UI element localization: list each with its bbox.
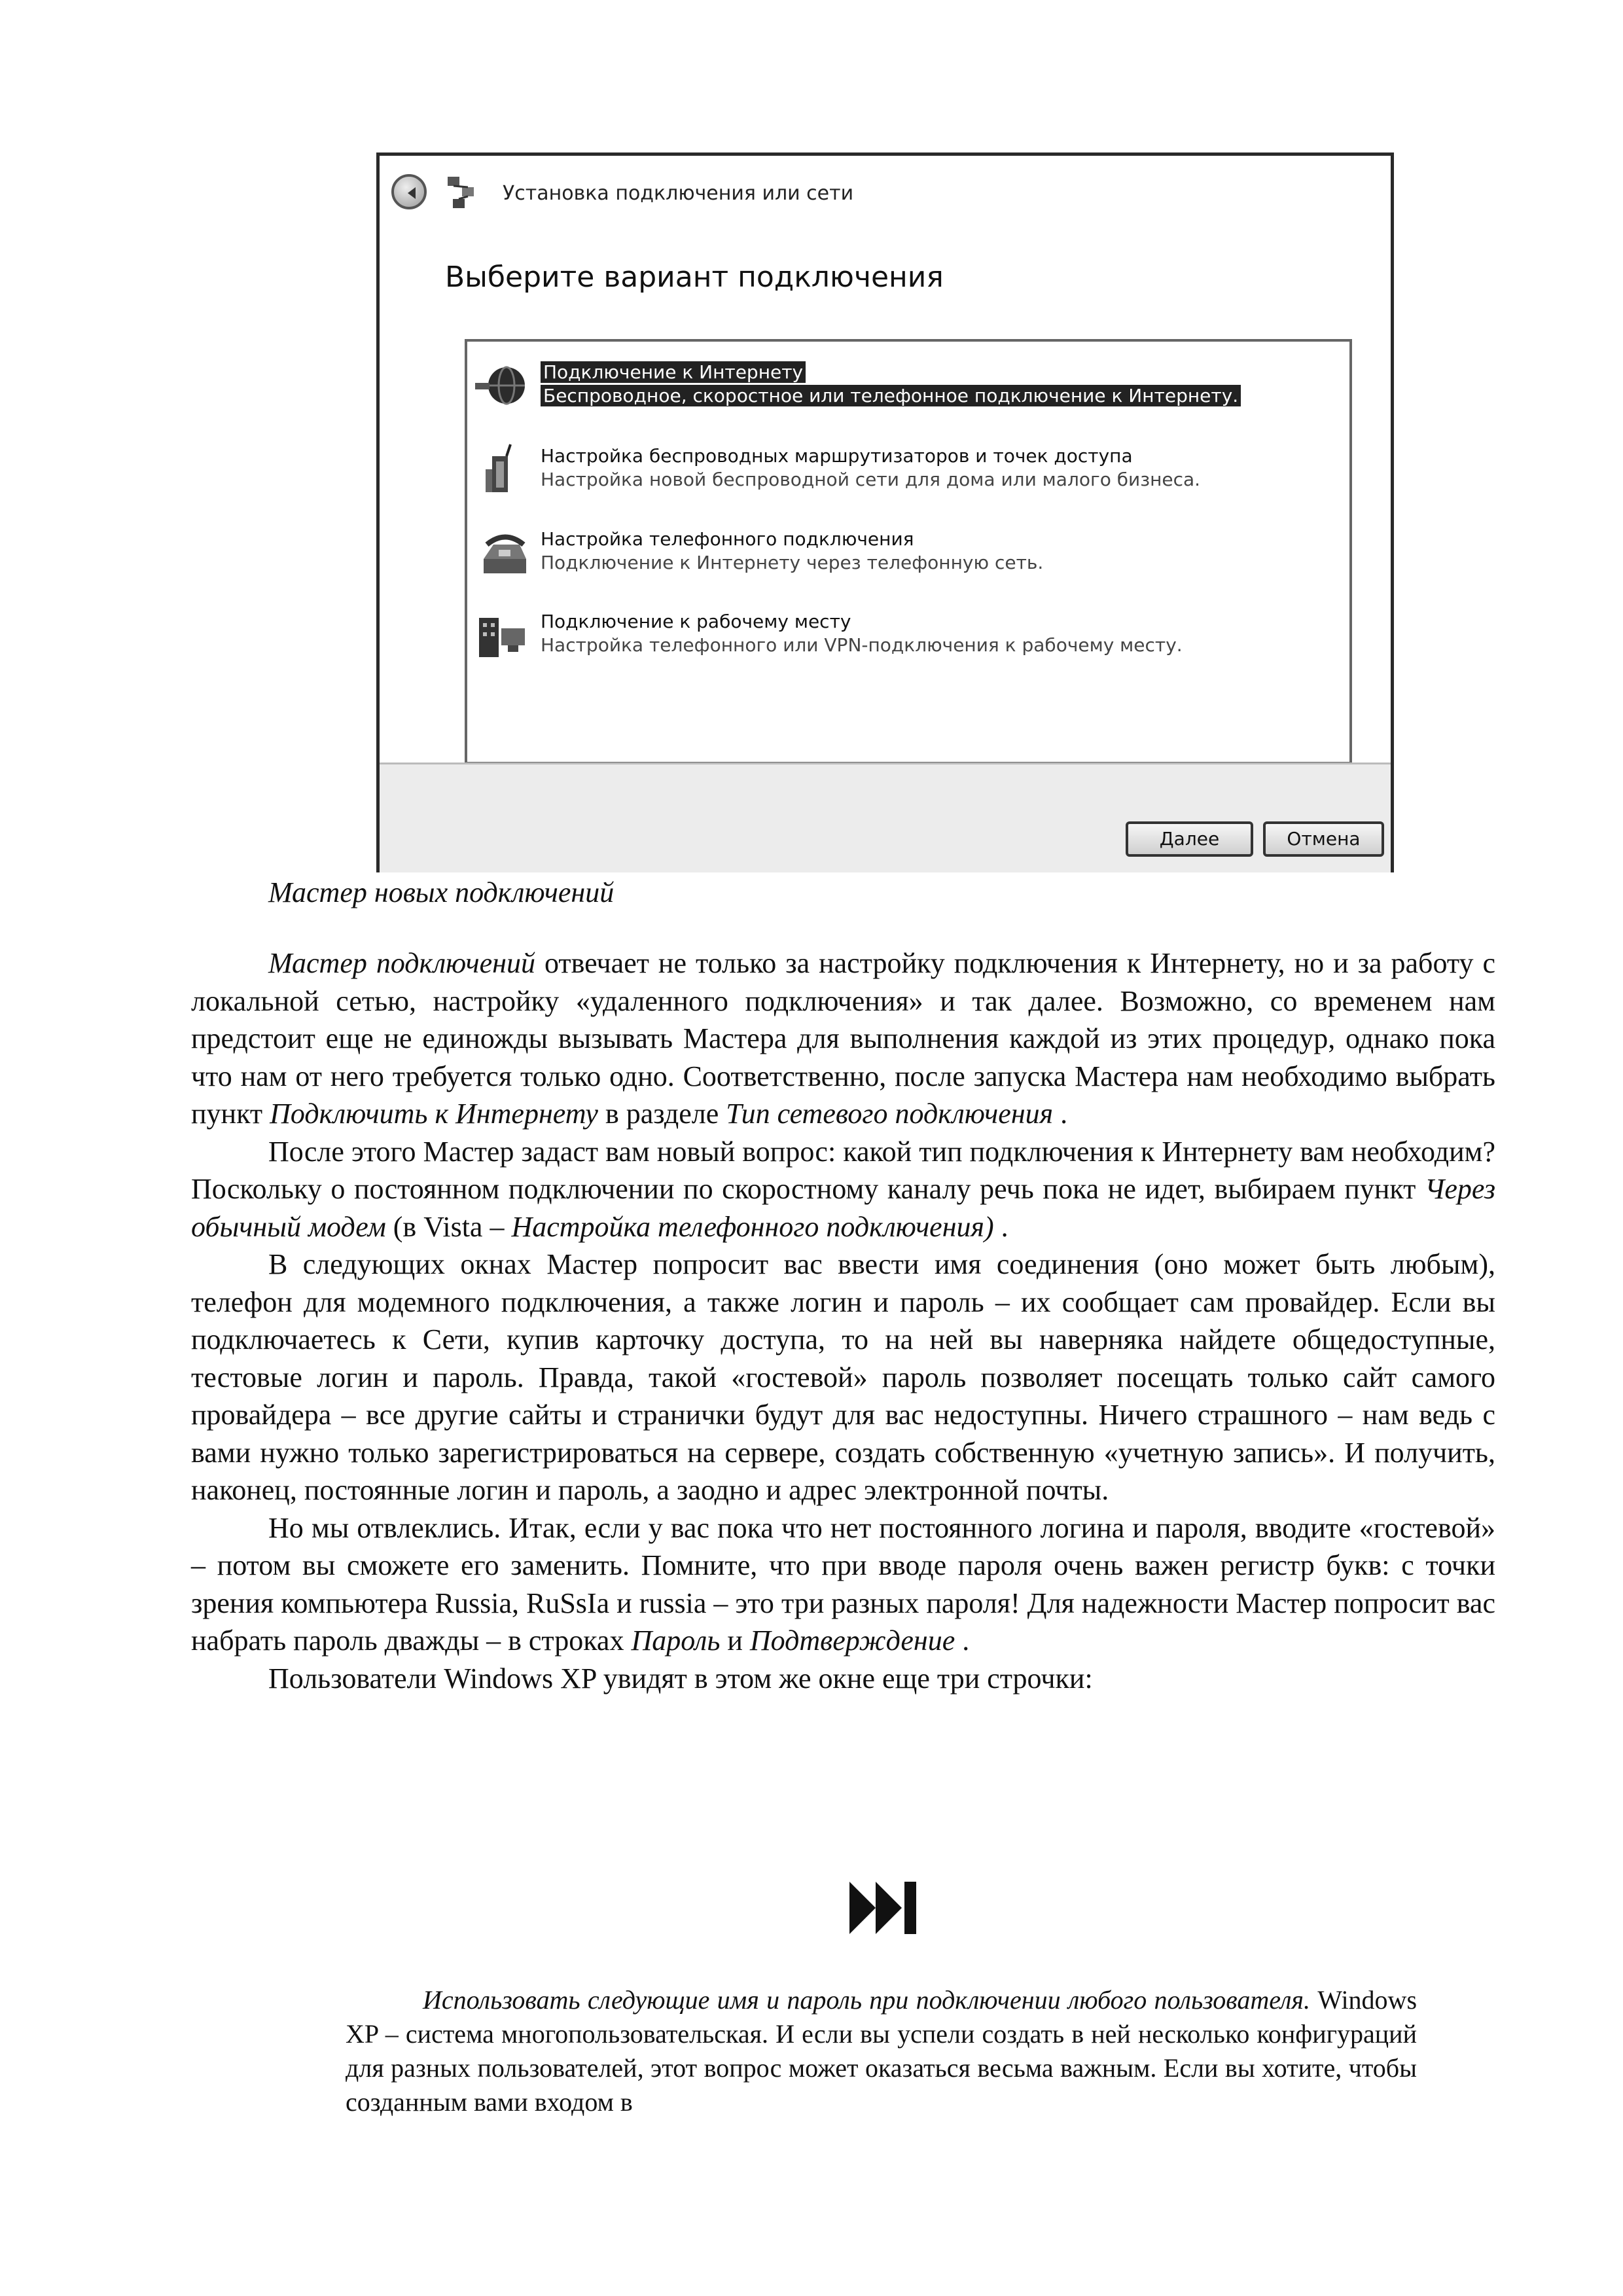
phone-icon [474,526,533,579]
option-title: Настройка телефонного подключения [541,528,914,550]
text: . [1053,1098,1068,1130]
body-text [191,944,1495,1697]
term: Пароль [631,1624,721,1657]
term: Использовать следующие имя и пароль при подключении любого пользователя. [423,1985,1310,2015]
window-title: Установка подключения или сети [503,182,854,205]
connection-options-list [465,339,1352,764]
button-bar [380,762,1391,872]
text: отвечает не только за настройку подключения к Интернету, но и за работу с локальной сетью, настройку «удаленного подключения» и так далее. Возможно, со временем нам предстоит еще не единожды вызывать Мастера для выполнения каждой из этих процедур, однако пока что нам от него требуется только одно. Соответственно, после запуска Мастера нам необходимо выбрать пункт [191,947,1496,1130]
option-title: Подключение к Интернету [541,361,806,383]
text: (в Vista – [385,1210,512,1243]
term: Подтверждение [749,1624,955,1657]
paragraph [346,1983,1417,2119]
note-block [346,1983,1417,2119]
option-desc: Подключение к Интернету через телефонную сеть. [541,552,1044,573]
option-internet[interactable] [474,356,1344,422]
back-arrow-icon[interactable] [391,174,427,209]
paragraph: В следующих окнах Мастер попросит вас ввести имя соединения (оно может быть любым), телефон для модемного подключения, а также логин и пароль – их сообщает сам провайдер. Если вы подключаетесь к Сети, купив карточку доступа, то на ней вы наверняка найдете общедоступные, тестовые логин и пароль. Правда, такой «гостевой» пароль позволяет посещать только сайт самого провайдера – все другие сайты и странички будут для вас недоступны. Ничего страшного – нам ведь с вами нужно только зарегистрироваться на сервере, создать собственную «учетную запись». И получить, наконец, постоянные логин и пароль, а заодно и адрес электронной почты. [191,1248,1495,1506]
text: Windows XP – система многопользовательская. И если вы успели создать в ней несколько конфигураций для разных пользователей, этот вопрос может оказаться весьма важным. Если вы хотите, чтобы созданным вами входом в [346,1985,1418,2117]
network-icon [445,173,478,212]
paragraph: Пользователи Windows XP увидят в этом же окне еще три строчки: [268,1662,1093,1695]
text: . [955,1624,970,1657]
next-button[interactable]: Далее [1126,821,1253,857]
term: Через обычный модем [191,1173,1495,1243]
text: в разделе [597,1098,726,1130]
option-desc: Беспроводное, скоростное или телефонное подключение к Интернету. [541,385,1241,406]
option-title: Подключение к рабочему месту [541,611,851,632]
option-desc: Настройка телефонного или VPN-подключения к рабочему месту. [541,634,1183,656]
router-icon [474,443,533,495]
text: . [993,1210,1008,1243]
option-dialup[interactable] [474,523,1344,588]
option-desc: Настройка новой беспроводной сети для дома или малого бизнеса. [541,469,1201,490]
term: Настройка телефонного подключения) [511,1210,994,1243]
globe-icon [474,359,533,412]
connection-wizard-window [376,152,1394,872]
title-bar [380,156,1391,224]
term: Подключить к Интернету [270,1098,598,1130]
term: Мастер подключений [268,947,535,979]
option-workplace[interactable] [474,605,1344,671]
figure-caption: Мастер новых подключений [268,876,615,908]
paragraph [191,1509,1495,1660]
paragraph [191,1133,1495,1246]
text: После этого Мастер задаст вам новый вопрос: какой тип подключения к Интернету вам необходим? Поскольку о постоянном подключении по скоростному каналу речь пока не идет, выбираем пункт [191,1135,1495,1205]
text: Но мы отвлеклись. Итак, если у вас пока что нет постоянного логина и пароля, вводите «гостевой» – потом вы сможете его заменить. Помните, что при вводе пароля очень важен регистр букв: с точки зрения компьютера Russia, RuSsIa и russia – это три разных пароля! Для надежности Мастер попросит вас набрать пароль дважды – в строках [191,1511,1495,1657]
option-wireless-router[interactable] [474,440,1344,505]
paragraph [191,944,1495,1133]
term: Тип сетевого подключения [726,1098,1054,1130]
page-heading: Выберите вариант подключения [445,260,944,294]
text: и [720,1624,750,1657]
fast-forward-icon [844,1875,923,1941]
cancel-button[interactable]: Отмена [1263,821,1384,857]
office-icon [474,609,533,661]
option-title: Настройка беспроводных маршрутизаторов и точек доступа [541,445,1133,467]
